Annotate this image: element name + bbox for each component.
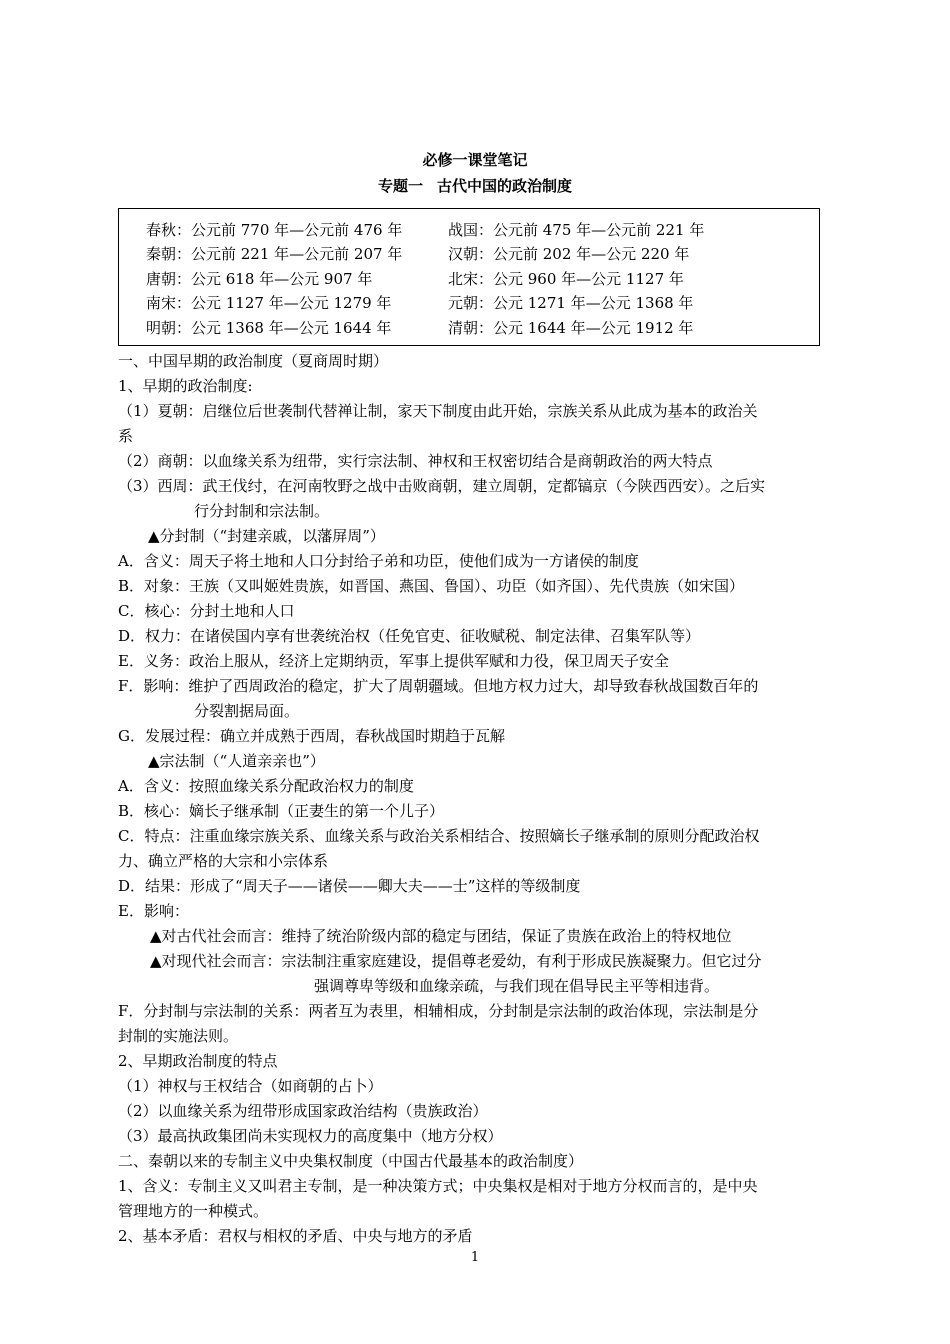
sub-point-continued: 强调尊卑等级和血缘亲疏，与我们现在倡导民主平等相违背。 [314,977,720,995]
list-item: G．发展过程：确立并成熟于西周，春秋战国时期趋于瓦解 [118,727,505,745]
text-line: 1、含义：专制主义又叫君主专制，是一种决策方式；中央集权是相对于地方分权而言的，是中央 [118,1177,758,1195]
dynasty-han: 汉朝：公元前 202 年—公元 220 年 [448,245,690,263]
list-item: B．对象：王族（又叫姬姓贵族，如晋国、燕国、鲁国）、功臣（如齐国）、先代贵族（如宋国） [118,577,745,595]
dynasty-ming: 明朝：公元 1368 年—公元 1644 年 [146,319,392,337]
list-item: F．影响：维护了西周政治的稳定，扩大了周朝疆域。但地方权力过大，却导致春秋战国数百年的 [118,677,759,695]
page-title: 必修一课堂笔记 [422,151,528,169]
list-item: D．权力：在诸侯国内享有世袭统治权（任免官吏、征收赋税、制定法律、召集军队等） [118,627,701,645]
dynasty-chunqiu: 春秋：公元前 770 年—公元前 476 年 [146,221,403,239]
text-line: 2、基本矛盾：君权与相权的矛盾、中央与地方的矛盾 [118,1227,473,1245]
list-item: C．特点：注重血缘宗族关系、血缘关系与政治关系相结合、按照嫡长子继承制的原则分配政治权 [118,827,760,845]
list-item: A．含义：周天子将土地和人口分封给子弟和功臣，使他们成为一方诸侯的制度 [118,552,639,570]
text-line: （2）商朝：以血缘关系为纽带，实行宗法制、神权和王权密切结合是商朝政治的两大特点 [118,452,713,470]
dynasty-yuan: 元朝：公元 1271 年—公元 1368 年 [448,294,694,312]
text-line: （2）以血缘关系为纽带形成国家政治结构（贵族政治） [118,1102,488,1120]
dynasty-nansong: 南宋：公元 1127 年—公元 1279 年 [146,294,392,312]
list-item: E．义务：政治上服从，经济上定期纳贡，军事上提供军赋和力役，保卫周天子安全 [118,652,669,670]
dynasty-qin: 秦朝：公元前 221 年—公元前 207 年 [146,245,403,263]
list-item: F．分封制与宗法制的关系：两者互为表里，相辅相成，分封制是宗法制的政治体现，宗法制是分 [118,1002,759,1020]
topic-heading: ▲分封制（“封建亲戚，以藩屏周”） [148,527,385,545]
chapter-title [0,176,950,196]
list-item: E．影响： [118,902,189,920]
text-line: （3）西周：武王伐纣，在河南牧野之战中击败商朝，建立周朝，定都镐京（今陕西西安）。之后实 [118,477,766,495]
section-heading: 二、秦朝以来的专制主义中央集权制度（中国古代最基本的政治制度） [118,1152,584,1170]
list-item: C．核心：分封土地和人口 [118,602,295,620]
chapter-number: 专题一 [377,177,423,195]
dynasty-tang: 唐朝：公元 618 年—公元 907 年 [146,270,373,288]
text-line: （1）夏朝：启继位后世袭制代替禅让制，家天下制度由此开始，宗族关系从此成为基本的政治关 [118,402,758,420]
text-line: （3）最高执政集团尚未实现权力的高度集中（地方分权） [118,1127,503,1145]
section-heading: 一、中国早期的政治制度（夏商周时期） [118,352,389,370]
list-item: A．含义：按照血缘关系分配政治权力的制度 [118,777,414,795]
dynasty-beisong: 北宋：公元 960 年—公元 1127 年 [448,270,684,288]
topic-heading: ▲宗法制（“人道亲亲也”） [148,752,325,770]
list-item: B．核心：嫡长子继承制（正妻生的第一个儿子） [118,802,445,820]
text-line: 系 [118,427,134,445]
text-line: （1）神权与王权结合（如商朝的占卜） [118,1077,383,1095]
dynasty-qing: 清朝：公元 1644 年—公元 1912 年 [448,319,694,337]
page-number: 1 [470,1250,480,1265]
sub-point: ▲对古代社会而言：维持了统治阶级内部的稳定与团结，保证了贵族在政治上的特权地位 [150,927,732,945]
chapter-name: 古代中国的政治制度 [437,177,573,195]
list-item-continued: 力、确立严格的大宗和小宗体系 [118,852,329,870]
subsection-heading: 2、早期政治制度的特点 [118,1052,278,1070]
sub-point: ▲对现代社会而言：宗法制注重家庭建设，提倡尊老爱幼，有利于形成民族凝聚力。但它过分 [150,952,762,970]
text-line: 行分封制和宗法制。 [194,502,330,520]
dynasty-zhanguo: 战国：公元前 475 年—公元前 221 年 [448,221,705,239]
notes-body [118,349,836,1249]
list-item: D．结果：形成了“周天子——诸侯——卿大夫——士”这样的等级制度 [118,877,581,895]
list-item-continued: 封制的实施法则。 [118,1027,239,1045]
dynasty-timeline-box [118,208,820,346]
list-item-continued: 分裂割据局面。 [194,702,300,720]
text-line: 管理地方的一种模式。 [118,1202,269,1220]
subsection-heading: 1、早期的政治制度: [118,377,253,395]
